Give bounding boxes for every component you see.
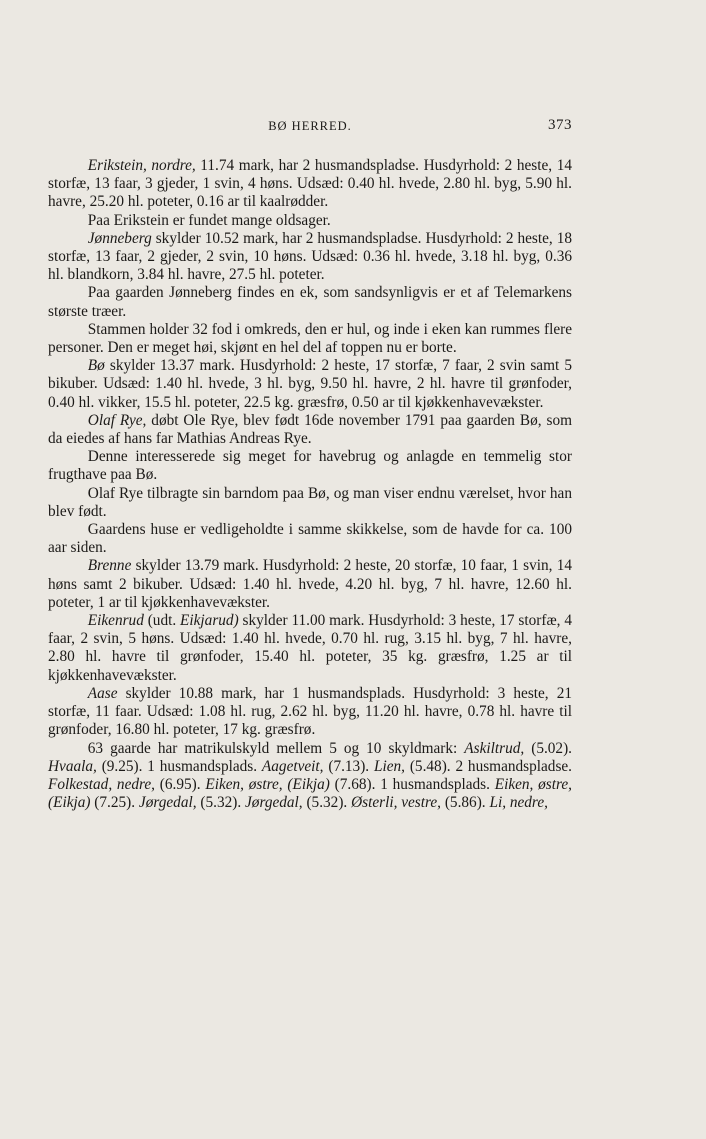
italic-run: Jønneberg (87, 229, 152, 247)
text-run: (5.32). (196, 794, 245, 812)
running-header (48, 117, 572, 139)
paragraph (48, 740, 572, 813)
paragraph (48, 521, 572, 557)
paragraph (48, 230, 572, 285)
text-run: (9.25). 1 husmandsplads. (96, 757, 262, 775)
text-run: (6.95). (155, 775, 206, 793)
paragraph (48, 448, 572, 484)
text-run: Paa gaarden Jønneberg findes en ek, som sandsynligvis er et af Telemarkens største træer. (48, 284, 572, 320)
paragraph (48, 485, 572, 521)
running-title: BØ HERRED. (268, 119, 352, 133)
text-run: skylder 11.00 mark. Husdyrhold: 3 heste, 17 storfæ, 4 faar, 2 svin, 5 høns. Udsæd: 1.40 hl. hvede, 0.70 hl. rug, 3.15 hl. byg, 7 hl. havre, 2.80 hl. havre til grønfoder, 15.40 hl. poteter, 35 kg. græsfrø, 1.25 ar til kjøkkenhavevækster. (48, 612, 572, 684)
italic-run: Eikenrud (87, 612, 144, 630)
paragraph (48, 412, 572, 448)
italic-run: Brenne (87, 557, 132, 575)
text-run: (udt. (143, 612, 181, 630)
text-run: (7.68). 1 husmandsplads. (329, 775, 495, 793)
italic-run: Østerli, vestre, (351, 794, 441, 812)
italic-run: Olaf Rye, (87, 411, 147, 429)
italic-run: Li, nedre, (489, 794, 548, 812)
paragraph (48, 212, 572, 230)
italic-run: Folkestad, nedre, (48, 775, 156, 793)
paragraph (48, 321, 572, 357)
text-run: døbt Ole Rye, blev født 16de november 1791 paa gaarden Bø, som da eiedes af hans far Mathias Andreas Rye. (48, 411, 572, 448)
text-run: (5.48). 2 husmandspladse. (405, 757, 573, 775)
text-run: (7.25). (90, 794, 139, 812)
text-run: skylder 13.79 mark. Husdyrhold: 2 heste, 20 storfæ, 10 faar, 1 svin, 14 høns samt 2 bikuber. Udsæd: 1.40 hl. hvede, 4.20 hl. byg, 7 hl. havre, 12.60 hl. poteter, 1 ar til kjøkkenhavevækster. (48, 557, 572, 611)
italic-run: Eikjarud) (180, 612, 239, 630)
text-run: Olaf Rye tilbragte sin barndom paa Bø, og man viser endnu værelset, hvor han blev født. (48, 484, 572, 520)
paragraph (48, 612, 572, 685)
text-run: Stammen holder 32 fod i omkreds, den er hul, og inde i eken kan rummes flere personer. Den er meget høi, skjønt en hel del af toppen nu er borte. (48, 320, 572, 357)
text-run: skylder 10.52 mark, har 2 husmandspladse. Husdyrhold: 2 heste, 18 storfæ, 13 faar, 2 gjeder, 2 svin, 10 høns. Udsæd: 0.36 hl. hvede, 3.18 hl. byg, 0.36 hl. blandkorn, 3.84 hl. havre, 27.5 hl. poteter. (48, 229, 572, 284)
text-run: 63 gaarde har matrikulskyld mellem 5 og 10 skyldmark: (87, 739, 465, 757)
paragraph (48, 557, 572, 612)
text-run: skylder 10.88 mark, har 1 husmandsplads. Husdyrhold: 3 heste, 21 storfæ, 11 faar. Udsæd: 1.08 hl. rug, 2.62 hl. byg, 11.20 hl. havre, 0.78 hl. havre til grønfoder, 16.80 hl. poteter, 17 kg. græsfrø. (48, 684, 572, 739)
text-run: Paa Erikstein er fundet mange oldsager. (87, 211, 331, 229)
italic-run: Eiken, østre, (Eikja) (48, 775, 573, 812)
italic-run: Jørgedal, (245, 794, 303, 812)
italic-run: Hvaala, (48, 757, 97, 775)
text-run: Denne interesserede sig meget for havebrug og anlagde en temmelig stor frugthave paa Bø. (48, 448, 572, 484)
italic-run: Bø (87, 357, 105, 375)
text-run: Gaardens huse er vedligeholdte i samme skikkelse, som de havde for ca. 100 aar siden. (48, 521, 572, 557)
text-run: (5.86). (441, 794, 490, 812)
text-run: (5.02). (524, 739, 573, 757)
paragraph (48, 685, 572, 740)
italic-run: Jørgedal, (138, 794, 197, 812)
italic-run: Lien, (373, 757, 405, 775)
paragraph (48, 284, 572, 320)
body-text (48, 157, 572, 812)
page-number: 373 (548, 117, 572, 133)
text-run: (7.13). (323, 757, 374, 775)
italic-run: Erikstein, nordre, (87, 157, 196, 174)
paragraph (48, 357, 572, 412)
italic-run: Askiltrud, (464, 739, 525, 757)
paragraph (48, 157, 572, 212)
text-run: 11.74 mark, har 2 husmandspladse. Husdyrhold: 2 heste, 14 storfæ, 13 faar, 3 gjeder, 1 svin, 4 høns. Udsæd: 0.40 hl. hvede, 2.80 hl. byg, 5.90 hl. havre, 25.20 hl. poteter, 0.16 ar til kaalrødder. (48, 157, 572, 211)
text-run: (5.32). (302, 794, 352, 812)
italic-run: Eiken, østre, (Eikja) (205, 775, 330, 793)
text-run: skylder 13.37 mark. Husdyrhold: 2 heste, 17 storfæ, 7 faar, 2 svin samt 5 bikuber. Udsæd: 1.40 hl. hvede, 3 hl. byg, 9.50 hl. havre, 2 hl. havre til grønfoder, 0.40 hl. vikker, 15.5 hl. poteter, 22.5 kg. græsfrø, 0.50 ar til kjøkkenhavevækster. (48, 357, 572, 411)
italic-run: Aagetveit, (261, 757, 324, 775)
italic-run: Aase (87, 684, 118, 702)
